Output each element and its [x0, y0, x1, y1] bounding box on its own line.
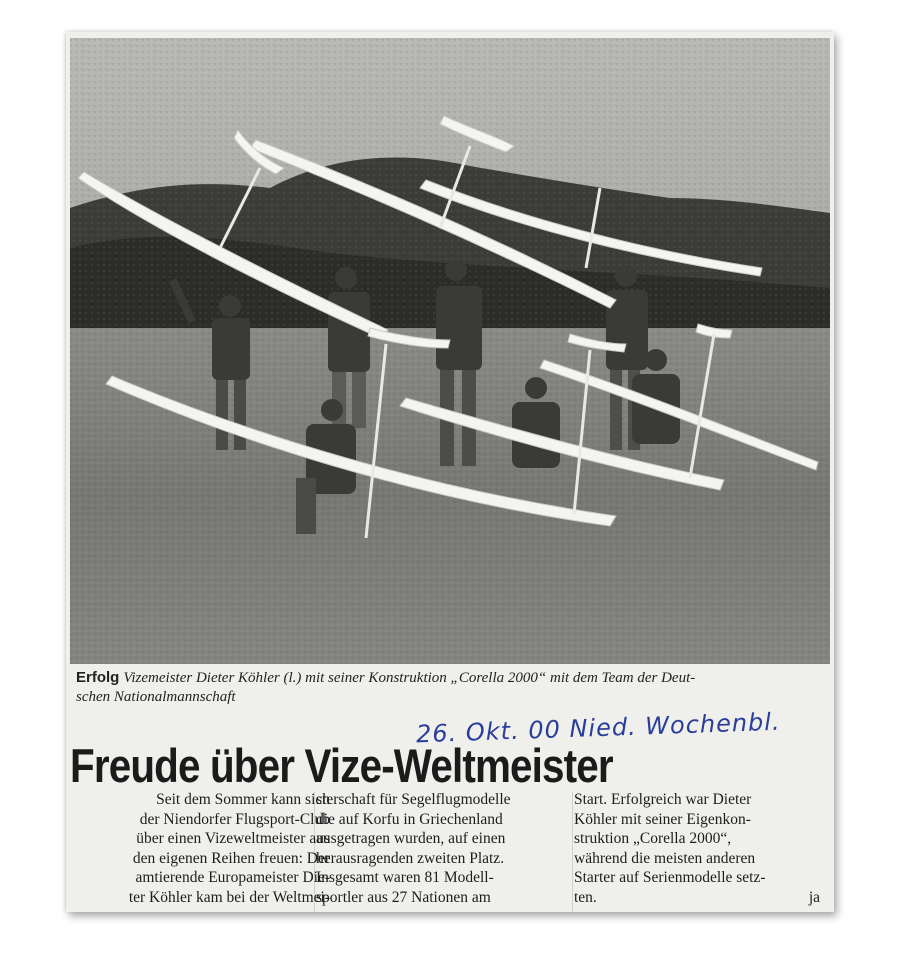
article-line: den eigenen Reihen freuen: Der — [132, 849, 330, 867]
article-line: herausragenden zweiten Platz. — [316, 849, 505, 867]
article-line: amtierende Europameister Die- — [135, 869, 330, 886]
article-column-1 — [66, 790, 330, 907]
article-column-3 — [574, 790, 820, 907]
caption-text-line1: Vizemeister Dieter Köhler (l.) mit seiner Konstruktion „Corella 2000“ mit dem Team der Deut- — [123, 670, 696, 686]
article-line: sterschaft für Segelflugmodelle — [316, 791, 511, 808]
caption-lead: Erfolg — [76, 669, 120, 686]
article-line: Insgesamt waren 81 Modell- — [316, 869, 494, 886]
team-photo-image — [70, 38, 830, 664]
article-line: der Niendorfer Flugsport-Club — [139, 810, 330, 828]
article-line: ter Köhler kam bei der Weltmei- — [128, 888, 330, 906]
caption-text-line2: schen Nationalmannschaft — [76, 689, 236, 705]
article-line: Start. Erfolgreich war Dieter — [574, 791, 752, 808]
article-line: struktion „Corella 2000“, — [574, 830, 732, 847]
newspaper-clipping — [66, 32, 834, 912]
article-line: ten. — [574, 888, 597, 906]
author-initials: ja — [808, 888, 820, 906]
article-line: sportler aus 27 Nationen am — [316, 888, 491, 906]
article-line: Köhler mit seiner Eigenkon- — [574, 810, 751, 828]
article-line: über einen Vizeweltmeister aus — [136, 830, 330, 847]
article-line: Seit dem Sommer kann sich — [156, 791, 330, 808]
article-line: die auf Korfu in Griechenland — [316, 810, 503, 828]
article-headline: Freude über Vize-Weltmeister — [70, 739, 613, 792]
article-last-line — [574, 888, 820, 908]
article-line: Starter auf Serienmodelle setz- — [574, 869, 766, 886]
photo-caption — [76, 668, 826, 707]
handwritten-date-note: 26. Okt. 00 Nied. Wochenbl. — [415, 707, 782, 749]
column-divider — [572, 792, 573, 912]
article-line: während die meisten anderen — [574, 849, 756, 867]
team-photo — [70, 38, 830, 664]
article-line: ausgetragen wurden, auf einen — [316, 830, 506, 847]
article-column-2 — [316, 790, 552, 907]
